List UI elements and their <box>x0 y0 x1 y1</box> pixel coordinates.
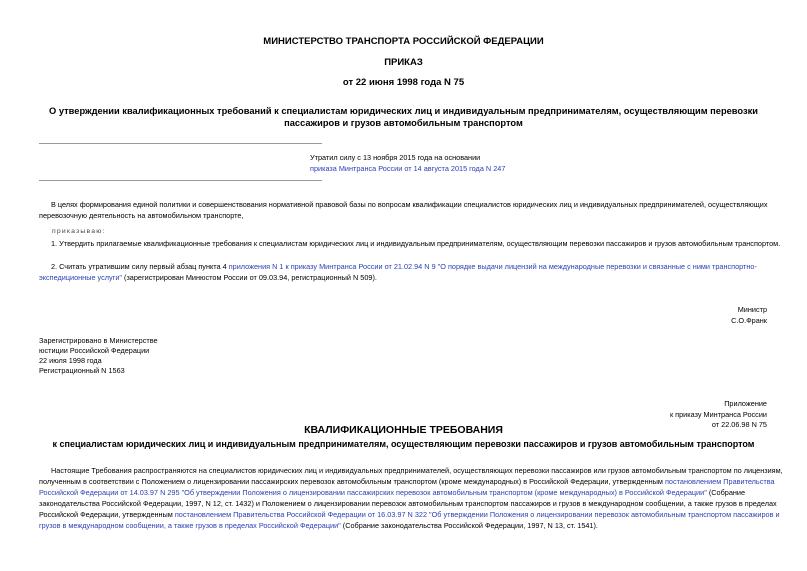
registration-line1: Зарегистрировано в Министерстве <box>39 336 158 345</box>
body-line1: Настоящие Требования распространяются на специалистов юридических лиц и индивидуальных предпринимателей, осуществляющих перевозки пассажиров или грузов автомобильным транспортом по лицензиям, <box>51 466 783 475</box>
registration-line2: юстиции Российской Федерации <box>39 346 150 355</box>
body-link-295-cont[interactable]: Российской Федерации от 14.03.97 N 295 "Об утверждении Положения о лицензировании пассажирских перевозок автомобильным транспортом (кроме международных) в Российской Федерации" <box>39 488 707 497</box>
body-line3 <box>39 488 745 499</box>
body-line3-post: (Собрание <box>706 488 746 497</box>
item-2-text: 2. Считать утратившим силу первый абзац пункта 4 <box>51 262 229 271</box>
item-2-link[interactable]: приложения N 1 к приказу Минтранса России от 21.02.94 N 9 "О порядке выдачи лицензий на международные перевозки и связанные с ними транспортно- <box>228 262 757 271</box>
item-1: 1. Утвердить прилагаемые квалификационные требования к специалистам юридических лиц и индивидуальным предпринимателям, осуществляющим перевозки пассажиров и грузов автомобильным транспортом. <box>51 239 781 248</box>
appendix-line3: от 22.06.98 N 75 <box>711 420 767 429</box>
preamble-line1: В целях формирования единой политики и совершенствования нормативной правовой базы по вопросам квалификации специалистов юридических лиц и индивидуальных предпринимателей, осуществляющих <box>51 200 768 209</box>
doc-type-heading: ПРИКАЗ <box>384 57 423 68</box>
preamble-line2: перевозочную деятельность на автомобильном транспорте, <box>39 211 244 220</box>
order-title-line2: пассажиров и грузов автомобильным транспортом <box>284 118 523 128</box>
item-2-post: (зарегистрирован Минюстом России от 09.03.94, регистрационный N 509). <box>121 273 377 282</box>
appendix-line2: к приказу Минтранса России <box>669 410 767 419</box>
body-line2-text: полученным в соответствии с Положением о лицензировании пассажирских перевозок автомобильным транспортом (кроме международных) в Российской Федерации, утвержденным <box>39 477 665 486</box>
order-title-line1: О утверждении квалификационных требований к специалистам юридических лиц и индивидуальным предпринимателям, осуществляющим перевозки <box>49 106 758 116</box>
ministry-heading: МИНИСТЕРСТВО ТРАНСПОРТА РОССИЙСКОЙ ФЕДЕРАЦИИ <box>263 36 544 47</box>
body-line6-post: (Собрание законодательства Российской Федерации, 1997, N 13, ст. 1541). <box>340 521 598 530</box>
body-link-295[interactable]: постановлением Правительства <box>664 477 775 486</box>
status-text: Утратил силу с 13 ноября 2015 года на основании <box>310 153 481 162</box>
signature-position: Министр <box>737 305 767 314</box>
body-line2 <box>39 477 775 488</box>
registration-line4: Регистрационный N 1563 <box>39 366 125 375</box>
order-date-number: от 22 июня 1998 года N 75 <box>342 77 465 88</box>
body-line5-text: Российской Федерации, утвержденным <box>39 510 175 519</box>
body-link-322-cont[interactable]: грузов в международном сообщении, а также грузов в пределах Российской Федерации" <box>39 521 341 530</box>
body-line5 <box>39 510 780 521</box>
signature-name: С.О.Франк <box>731 316 767 325</box>
requirements-subtitle: к специалистам юридических лиц и индивидуальным предпринимателям, осуществляющим перевозки пассажиров и грузов автомобильным транспортом <box>52 439 755 449</box>
divider-bottom <box>39 180 322 181</box>
item-2-link-cont[interactable]: экспедиционные услуги" <box>39 273 122 282</box>
item-2-line1 <box>51 262 796 273</box>
order-word: приказываю: <box>52 228 106 235</box>
body-line6 <box>39 521 598 532</box>
body-link-322[interactable]: постановлением Правительства Российской Федерации от 16.03.97 N 322 "Об утверждении Положения о лицензировании перевозок автомобильным транспортом пассажиров и <box>174 510 780 519</box>
body-line4: законодательства Российской Федерации, 1997, N 12, ст. 1432) и Положением о лицензировании перевозок автомобильным транспортом пассажиров и грузов в международном сообщении, а также грузов в пределах <box>39 499 777 508</box>
requirements-title: КВАЛИФИКАЦИОННЫЕ ТРЕБОВАНИЯ <box>304 424 503 436</box>
status-link[interactable]: приказа Минтранса России от 14 августа 2015 года N 247 <box>310 164 506 173</box>
appendix-line1: Приложение <box>724 399 767 408</box>
divider-top <box>39 143 322 144</box>
item-2-line2 <box>39 273 377 284</box>
registration-line3: 22 июля 1998 года <box>39 356 102 365</box>
